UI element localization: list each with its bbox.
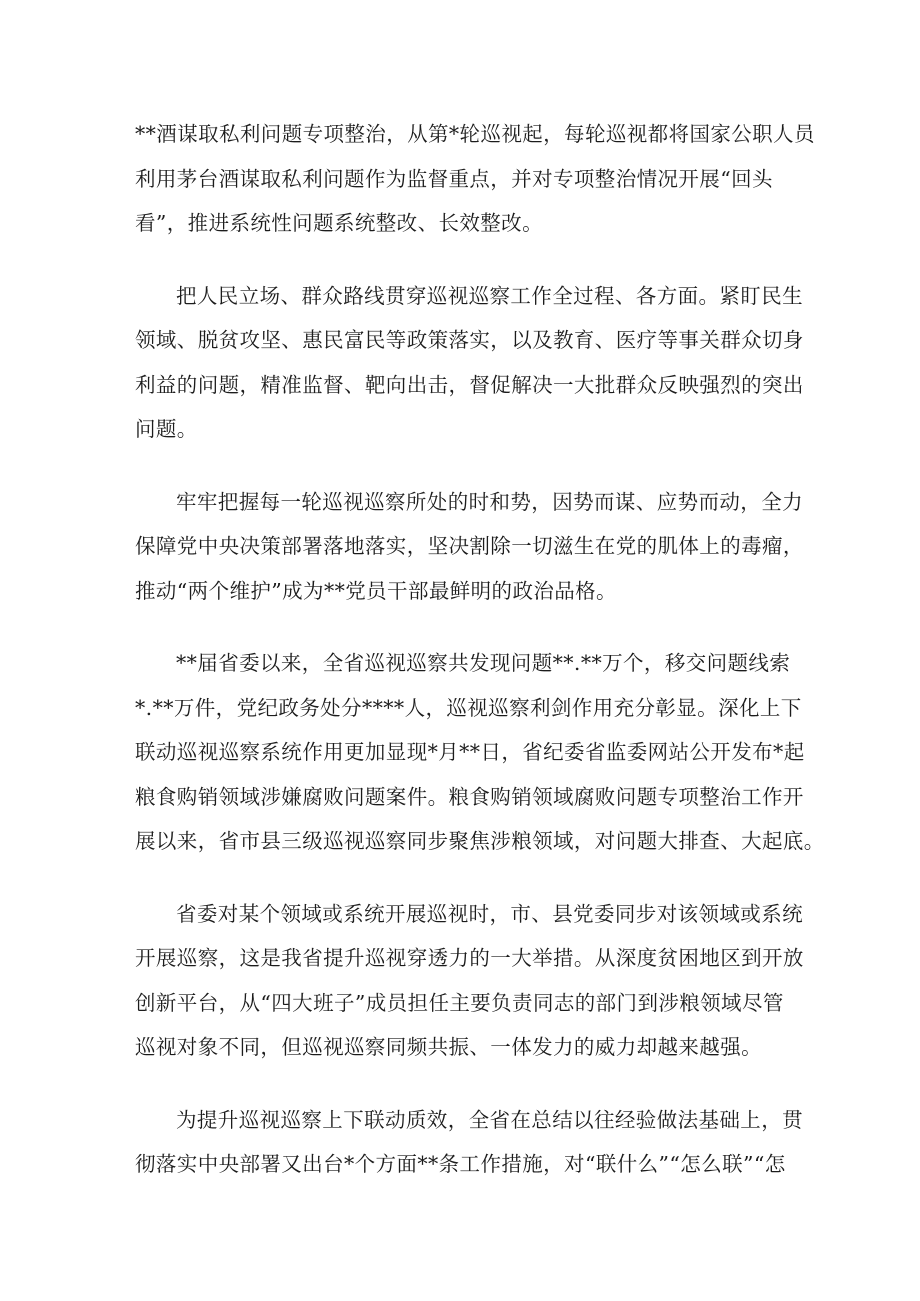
paragraph-5 [135, 892, 804, 1070]
text-line: 彻落实中央部署又出台*个方面**条工作措施，对“联什么”“怎么联”“怎 [135, 1152, 786, 1176]
text-line: 利用茅台酒谋取私利问题作为监督重点，并对专项整治情况开展“回头 [135, 166, 773, 191]
text-line: 利益的问题，精准监督、靶向出击，督促解决一大批群众反映强烈的突出 [135, 372, 804, 397]
text-line: **届省委以来，全省巡视巡察共发现问题**.**万个，移交问题线索 [176, 651, 791, 675]
document-body [135, 112, 825, 1215]
paragraph-4 [135, 641, 825, 864]
text-line: 为提升巡视巡察上下联动质效，全省在总结以往经验做法基础上，贯 [176, 1107, 803, 1132]
text-line: 把人民立场、群众路线贯穿巡视巡察工作全过程、各方面。紧盯民生 [176, 283, 803, 308]
text-line: 展以来，省市县三级巡视巡察同步聚焦涉粮领域，对问题大排查、大起底。 [135, 829, 825, 853]
text-line: 联动巡视巡察系统作用更加显现*月**日，省纪委省监委网站公开发布*起 [135, 740, 805, 764]
paragraph-2 [135, 274, 804, 452]
text-line: 省委对某个领域或系统开展巡视时，市、县党委同步对该领域或系统 [176, 901, 803, 926]
text-line: *.**万件，党纪政务处分****人，巡视巡察利剑作用充分彰显。深化上下 [135, 695, 802, 720]
text-line: 牢牢把握每一轮巡视巡察所处的时和势，因势而谋、应势而动，全力 [176, 489, 803, 514]
text-line: 问题。 [135, 417, 198, 441]
text-line: 看”，推进系统性问题系统整改、长效整改。 [135, 211, 543, 235]
text-line: 领域、脱贫攻坚、惠民富民等政策落实，以及教育、医疗等事关群众切身 [135, 328, 804, 352]
text-line: 创新平台，从“四大班子”成员担任主要负责同志的部门到涉粮领域尽管 [135, 990, 784, 1015]
paragraph-1 [135, 112, 815, 246]
text-line: 粮食购销领域涉嫌腐败问题案件。粮食购销领域腐败问题专项整治工作开 [135, 784, 804, 809]
text-line: 推动“两个维护”成为**党员干部最鲜明的政治品格。 [135, 578, 617, 603]
paragraph-6 [135, 1098, 803, 1187]
paragraph-3 [135, 480, 804, 614]
text-line: 巡视对象不同，但巡视巡察同频共振、一体发力的威力却越来越强。 [135, 1035, 762, 1059]
text-line: 开展巡察，这是我省提升巡视穿透力的一大举措。从深度贫困地区到开放 [135, 946, 804, 970]
text-line: **酒谋取私利问题专项整治，从第*轮巡视起，每轮巡视都将国家公职人员 [135, 122, 815, 146]
text-line: 保障党中央决策部署落地落实，坚决割除一切滋生在党的肌体上的毒瘤， [135, 534, 804, 558]
